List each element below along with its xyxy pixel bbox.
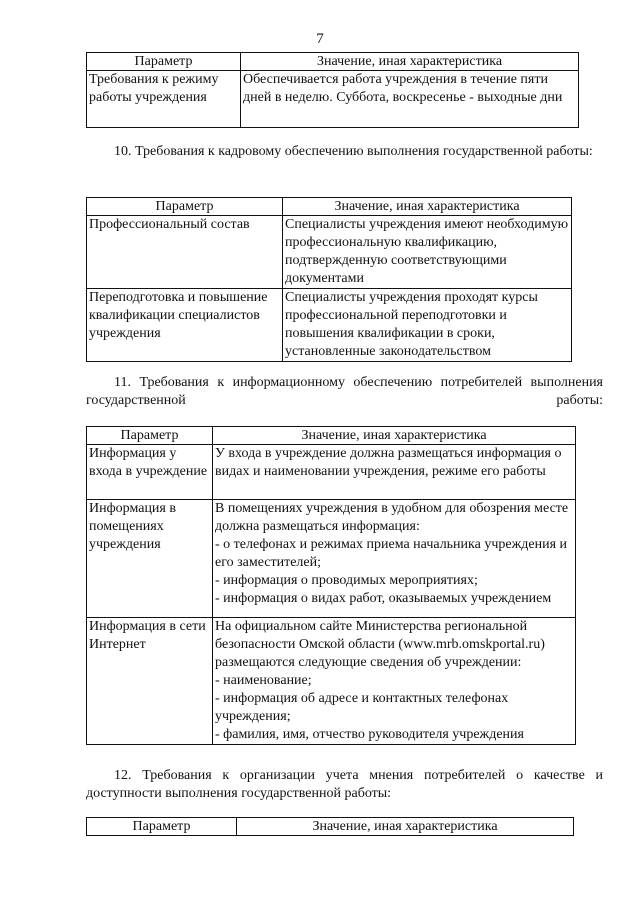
section-12-heading: 12. Требования к организации учета мнения потребителей о качестве и доступности выполнения государственной работы: xyxy=(86,768,603,801)
table-row xyxy=(87,445,576,500)
section-11-heading: 11. Требования к информационному обеспечению потребителей выполнения государственной работы: xyxy=(86,375,603,408)
row-value: Специалисты учреждения имеют необходимую профессиональную квалификацию, подтвержденную соответствующими документами xyxy=(283,216,572,289)
table-row xyxy=(87,71,579,128)
column-header-value: Значение, иная характеристика xyxy=(241,53,579,71)
row-value: На официальном сайте Министерства региональной безопасности Омской области (www.mrb.omskportal.ru) размещаются следующие сведения об учреждении: - наименование; - информация об адресе и контактных телефонах учреждения; - фамилия, имя, отчество руководителя учреждения xyxy=(213,618,576,745)
column-header-value: Значение, иная характеристика xyxy=(283,198,572,216)
column-header-parameter: Параметр xyxy=(87,818,237,836)
row-parameter: Информация в помещениях учреждения xyxy=(87,500,213,618)
table-row xyxy=(87,500,576,618)
row-value: Обеспечивается работа учреждения в течение пяти дней в неделю. Суббота, воскресенье - выходные дни xyxy=(241,71,579,128)
row-parameter: Требования к режиму работы учреждения xyxy=(87,71,241,128)
row-value: Специалисты учреждения проходят курсы профессиональной переподготовки и повышения квалификации в сроки, установленные законодательством xyxy=(283,289,572,362)
feedback-table xyxy=(86,817,574,836)
row-parameter: Переподготовка и повышение квалификации специалистов учреждения xyxy=(87,289,283,362)
table-row xyxy=(87,618,576,745)
information-table xyxy=(86,426,576,745)
column-header-value: Значение, иная характеристика xyxy=(213,427,576,445)
row-parameter: Профессиональный состав xyxy=(87,216,283,289)
row-value: В помещениях учреждения в удобном для обозрения месте должна размещаться информация: - о телефонах и режимах приема начальника учреждения и его заместителей; - информация о проводимых мероприятиях; - информация о видах работ, оказываемых учреждением xyxy=(213,500,576,618)
table-row xyxy=(87,289,572,362)
column-header-parameter: Параметр xyxy=(87,198,283,216)
column-header-parameter: Параметр xyxy=(87,427,213,445)
schedule-table xyxy=(86,52,579,128)
row-parameter: Информация у входа в учреждение xyxy=(87,445,213,500)
page-number: 7 xyxy=(316,31,324,47)
table-row xyxy=(87,216,572,289)
row-parameter: Информация в сети Интернет xyxy=(87,618,213,745)
section-10-heading: 10. Требования к кадровому обеспечению выполнения государственной работы: xyxy=(114,144,593,159)
column-header-parameter: Параметр xyxy=(87,53,241,71)
row-value: У входа в учреждение должна размещаться информация о видах и наименовании учреждения, режиме его работы xyxy=(213,445,576,500)
staffing-table xyxy=(86,197,572,362)
column-header-value: Значение, иная характеристика xyxy=(237,818,574,836)
